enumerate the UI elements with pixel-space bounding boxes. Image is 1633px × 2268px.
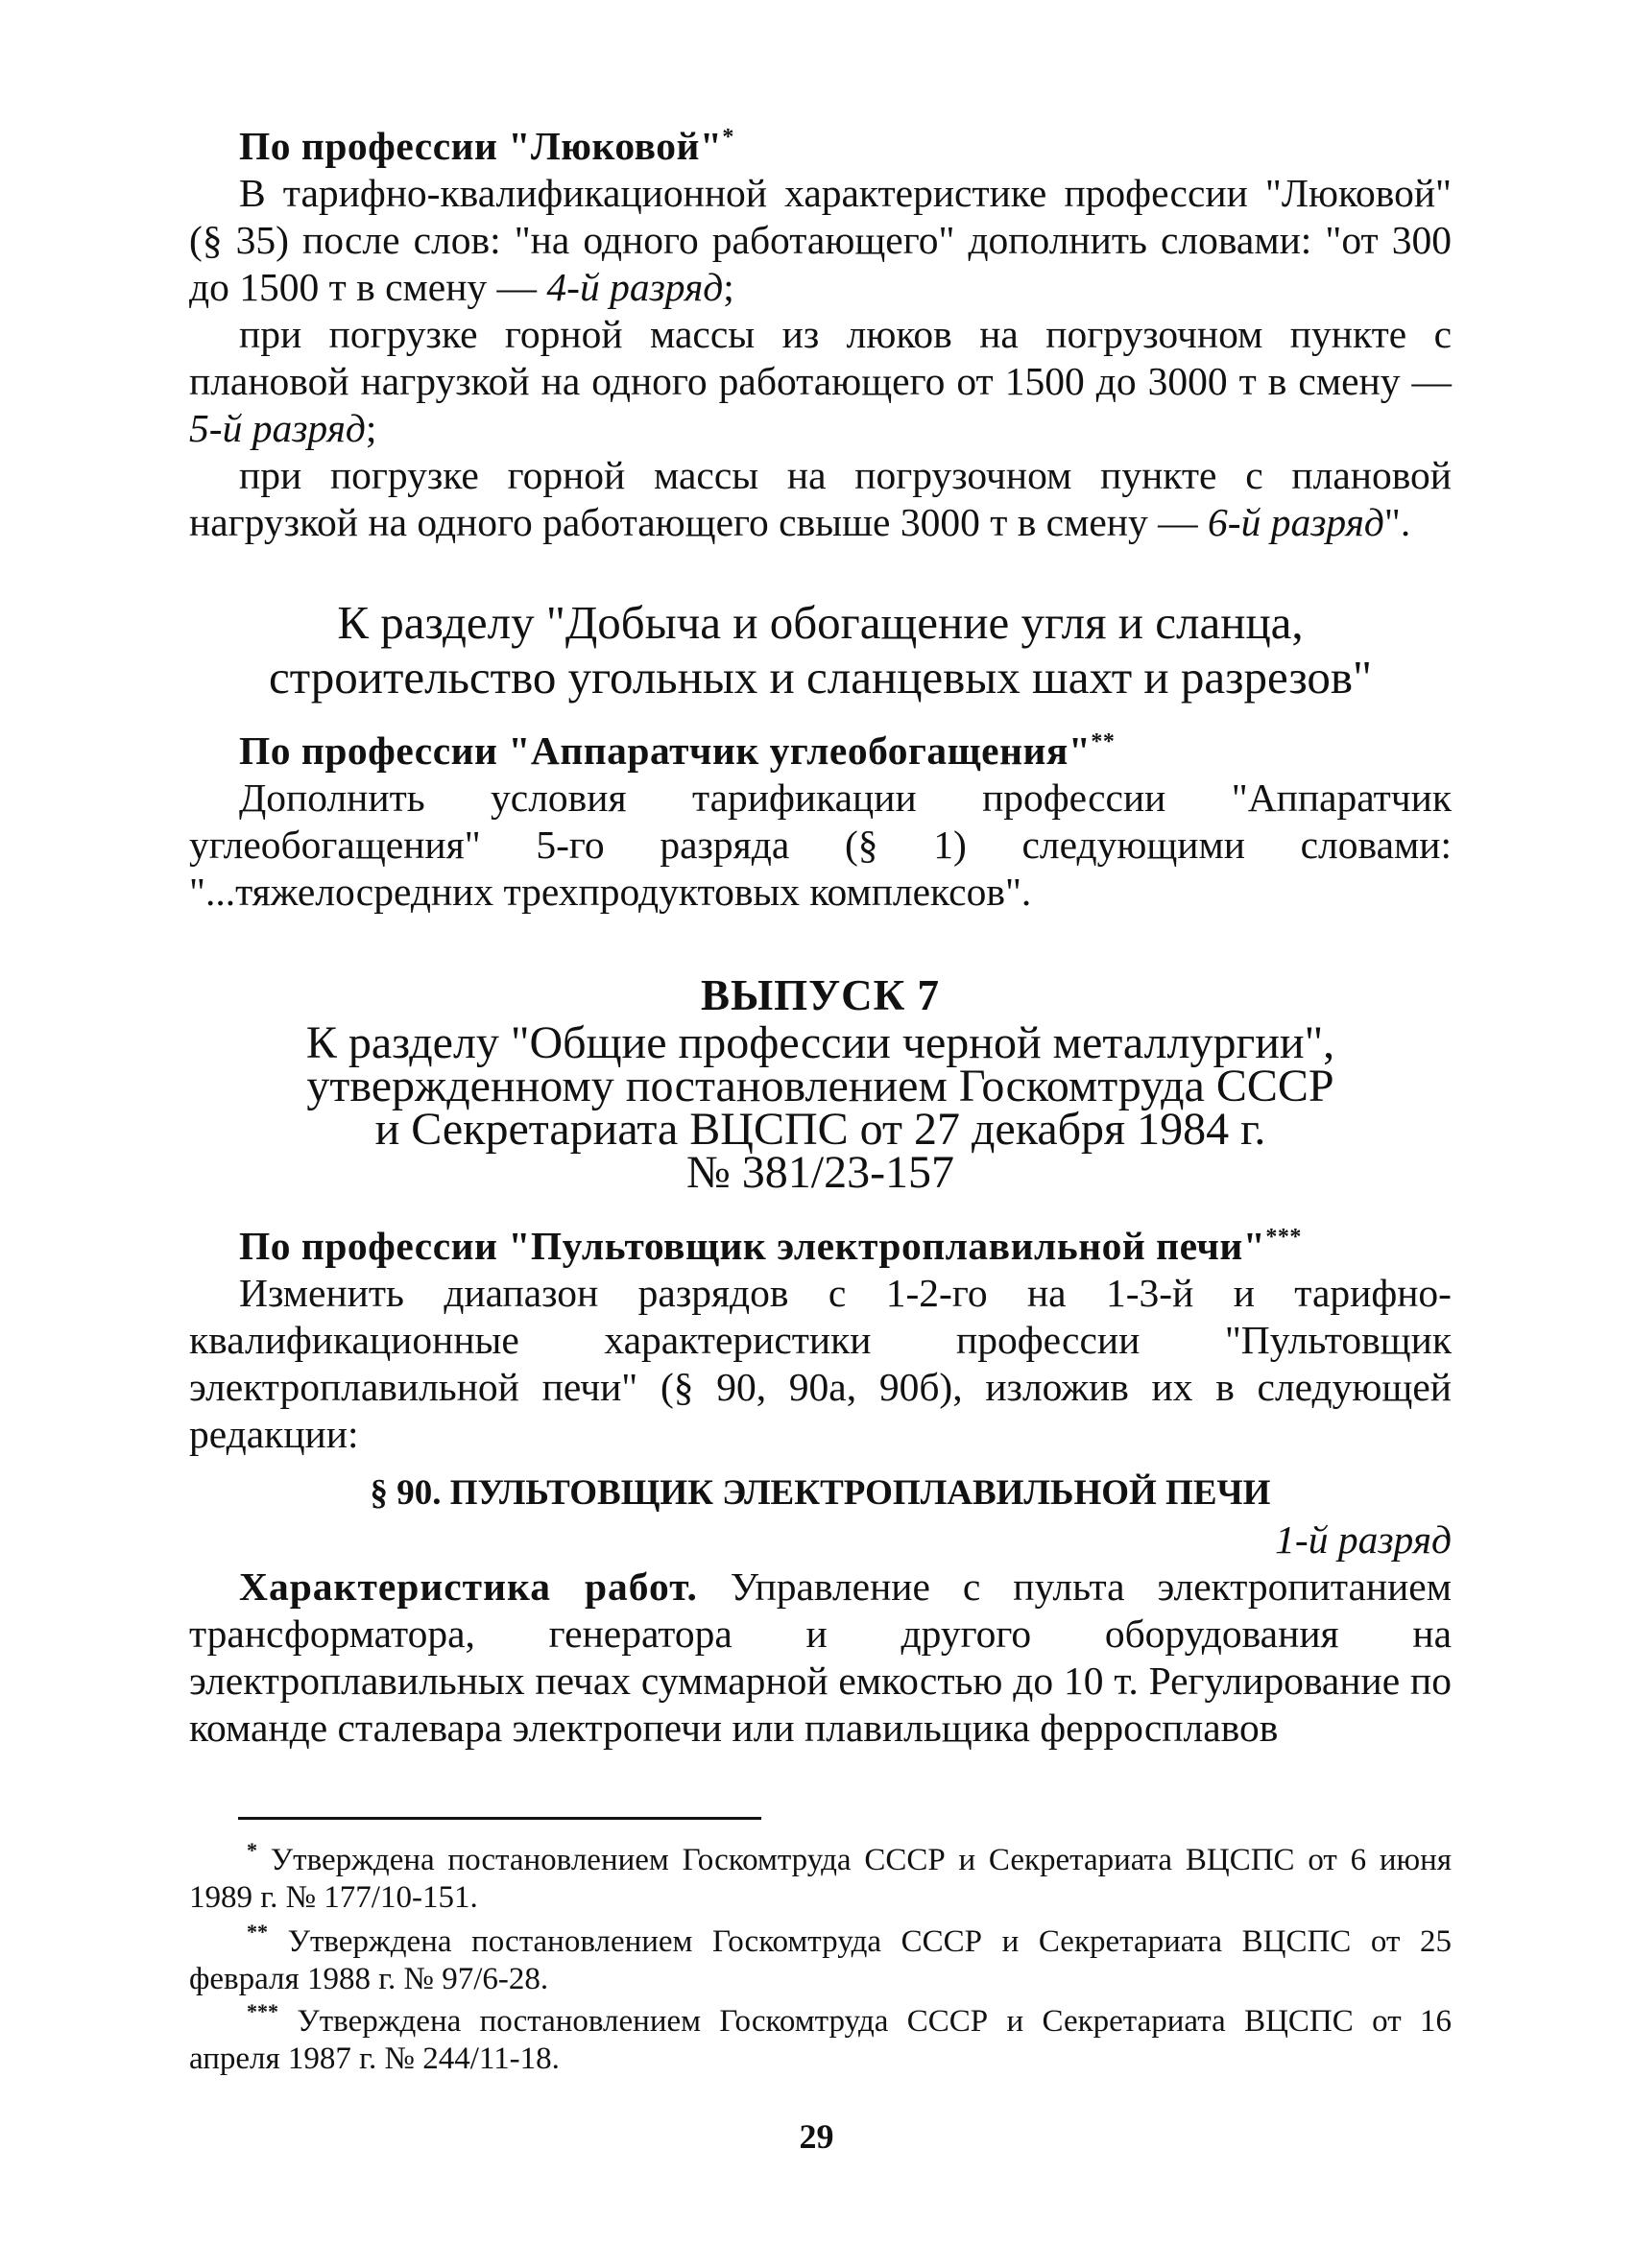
luk-p3-grade: 6-й разряд	[1208, 500, 1384, 544]
coal-heading	[189, 718, 1452, 775]
work-characteristic-label: Характеристика работ.	[239, 1564, 698, 1609]
work-characteristic	[189, 1564, 1452, 1752]
luk-p3-end: ".	[1383, 500, 1411, 544]
decree-line-1: К разделу "Общие профессии черной металлургии",	[305, 1017, 1335, 1068]
issue-title: ВЫПУСК 7	[700, 971, 941, 1019]
footnote-divider	[238, 1817, 761, 1820]
footnote-3-mark: ***	[247, 1999, 278, 2023]
luk-p2-grade: 5-й разряд	[189, 406, 366, 450]
luk-p2-end: ;	[365, 406, 377, 450]
decree-line-3: и Секретариата ВЦСПС от 27 декабря 1984 г.	[374, 1104, 1266, 1155]
footnote-2-mark: **	[247, 1920, 268, 1944]
decree-line-2: утвержденному постановлением Госкомтруда СССР	[306, 1061, 1334, 1111]
coal-footnote-mark: **	[1091, 729, 1116, 754]
coal-heading-text: По профессии "Аппаратчик углеобогащения"	[239, 728, 1092, 773]
luk-section	[189, 113, 1452, 546]
issue7-heading	[189, 1213, 1452, 1270]
footnote-2-text: Утверждена постановлением Госкомтруда СССР и Секретариата ВЦСПС от 25 февраля 1988 г. № 97/6-28.	[189, 1924, 1453, 1996]
issue7-paragraph: Изменить диапазон разрядов с 1-2-го на 1-3-й и тарифно-квалификационные характеристики профессии "Пультовщик электроплавильной печи" (§ 90, 90а, 90б), изложив их в следующей редакции:	[189, 1271, 1452, 1456]
grade-label: 1-й разряд	[1275, 1517, 1452, 1562]
coal-section-title-line-2: строительство угольных и сланцевых шахт и разрезов"	[268, 651, 1373, 704]
paragraph-90-title: § 90. ПУЛЬТОВЩИК ЭЛЕКТРОПЛАВИЛЬНОЙ ПЕЧИ	[370, 1473, 1271, 1513]
footnote-1-mark: *	[247, 1838, 257, 1862]
luk-p2-text: при погрузке горной массы из люков на погрузочном пункте с плановой нагрузкой на одного работающего от 1500 до 3000 т в смену —	[189, 312, 1452, 403]
luk-paragraph-1	[189, 170, 1452, 311]
luk-heading-text: По профессии "Люковой"	[239, 124, 723, 168]
footnote-3	[189, 1993, 1452, 2078]
luk-paragraph-2	[189, 311, 1452, 452]
footnote-2	[189, 1913, 1452, 1998]
work-characteristic-text: Управление с пульта электропитанием трансформатора, генератора и другого оборудования на электроплавильных печах суммарной емкостью до 10 т. Регулирование по команде сталевара электропечи или плавильщика ферросплавов	[189, 1564, 1452, 1750]
page-number: 29	[799, 2117, 834, 2156]
footnote-3-text: Утверждена постановлением Госкомтруда СССР и Секретариата ВЦСПС от 16 апреля 1987 г. № 244/11-18.	[189, 2004, 1453, 2076]
footnote-1-text: Утверждена постановлением Госкомтруда СССР и Секретариата ВЦСПС от 6 июня 1989 г. № 177/10-151.	[189, 1843, 1452, 1915]
coal-section	[189, 595, 1452, 916]
luk-p1-text: В тарифно-квалификационной характеристике профессии "Люковой" (§ 35) после слов: "на одного работающего" дополнить словами: "от 300 до 1500 т в смену —	[189, 171, 1452, 309]
luk-footnote-mark: *	[722, 125, 734, 150]
issue7-footnote-mark: ***	[1265, 1225, 1302, 1250]
decree-line-4: № 381/23-157	[685, 1147, 955, 1198]
luk-p3-text: при погрузке горной массы на погрузочном пункте с плановой нагрузкой на одного работающего свыше 3000 т в смену —	[189, 453, 1452, 544]
coal-paragraph: Дополнить условия тарификации профессии "Аппаратчик углеобогащения" 5-го разряда (§ 1) следующими словами: "...тяжелосредних трехпродуктовых комплексов".	[189, 776, 1452, 914]
footnote-1	[189, 1831, 1452, 1917]
issue7-heading-text: По профессии "Пультовщик электроплавильной печи"	[239, 1224, 1266, 1268]
luk-heading	[189, 113, 1452, 170]
luk-paragraph-3	[189, 452, 1452, 546]
luk-p1-grade: 4-й разряд	[546, 265, 724, 309]
luk-p1-end: ;	[723, 265, 734, 309]
coal-section-title-line-1: К разделу "Добыча и обогащение угля и сланца,	[337, 596, 1304, 649]
issue7-section	[189, 969, 1452, 1752]
